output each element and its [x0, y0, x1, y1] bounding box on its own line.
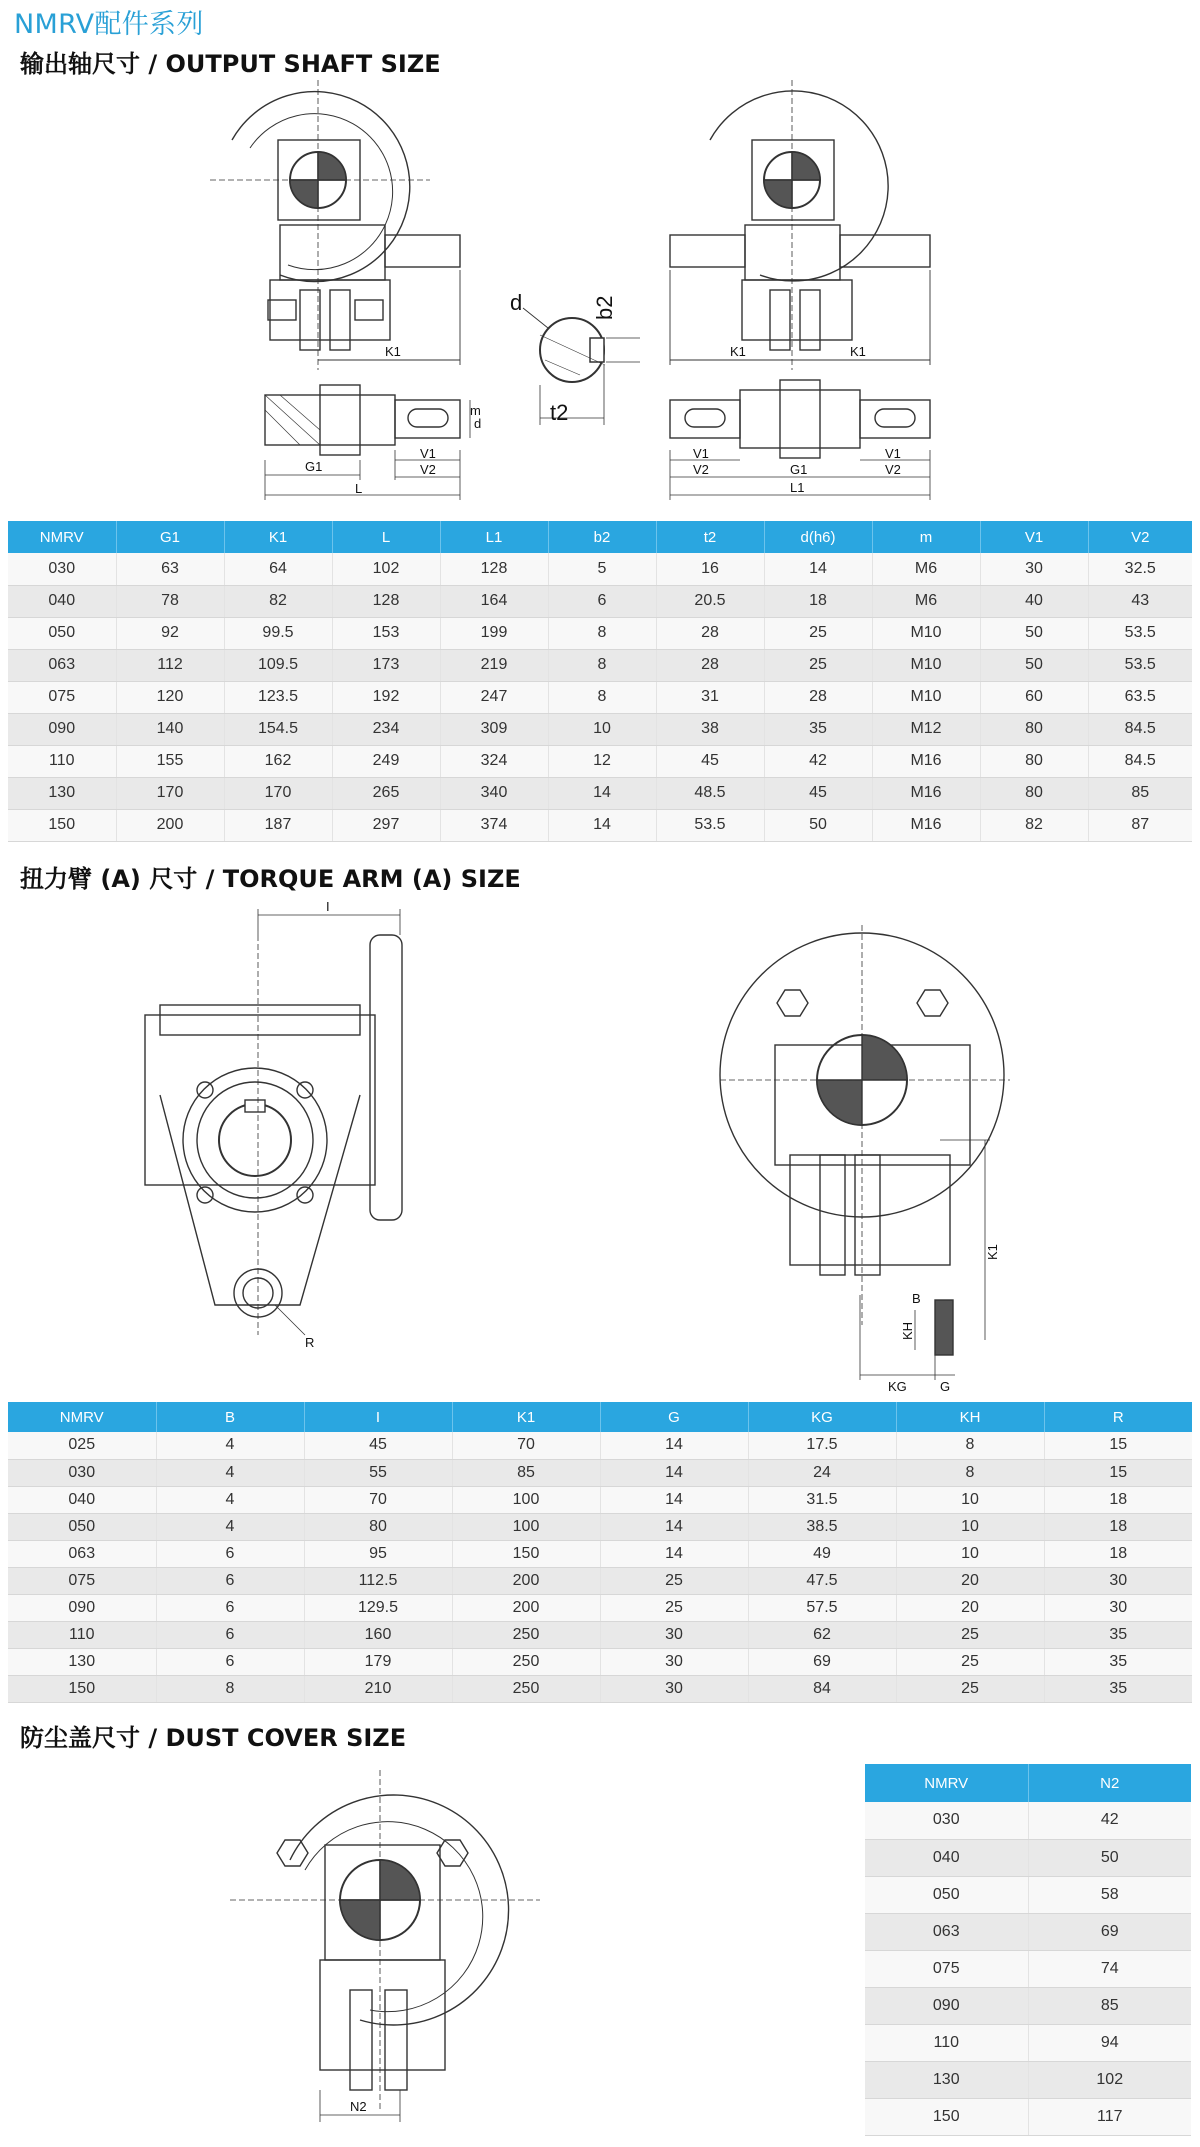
table-cell: 30: [600, 1648, 748, 1675]
table-cell: 153: [332, 617, 440, 649]
table-cell: 265: [332, 777, 440, 809]
table-cell: 8: [548, 681, 656, 713]
table-row: [8, 617, 1192, 649]
table-cell: 70: [304, 1486, 452, 1513]
table-cell: M6: [872, 585, 980, 617]
column-header: I: [304, 1402, 452, 1432]
table-cell: 28: [656, 649, 764, 681]
table-cell: 297: [332, 809, 440, 841]
label-l: L: [355, 481, 363, 496]
torque-arm-table: [8, 1402, 1192, 1703]
table-cell: 53.5: [656, 809, 764, 841]
table-cell: 31: [656, 681, 764, 713]
table-cell: 60: [980, 681, 1088, 713]
table-cell: 40: [980, 585, 1088, 617]
table-cell: 8: [156, 1675, 304, 1702]
table-cell: M16: [872, 745, 980, 777]
output-shaft-diagram: [0, 80, 1200, 500]
table-cell: 42: [1028, 1802, 1191, 1839]
table-cell: 170: [224, 777, 332, 809]
table-cell: 4: [156, 1432, 304, 1459]
table-cell: 200: [452, 1594, 600, 1621]
table-cell: 62: [748, 1621, 896, 1648]
table-cell: 25: [896, 1675, 1044, 1702]
label-g1: G1: [305, 459, 323, 474]
table-cell: 8: [896, 1459, 1044, 1486]
left-gearbox-drawing: [210, 80, 460, 370]
table-row: [865, 1950, 1191, 1987]
column-header: K1: [452, 1402, 600, 1432]
label-right-v2-a: V2: [693, 462, 709, 477]
table-cell: 6: [156, 1648, 304, 1675]
table-cell: 090: [865, 1987, 1028, 2024]
table-cell: 87: [1088, 809, 1192, 841]
table-cell: 58: [1028, 1876, 1191, 1913]
table-row: [865, 1876, 1191, 1913]
table-cell: 15: [1044, 1432, 1192, 1459]
column-header: B: [156, 1402, 304, 1432]
table-row: [8, 777, 1192, 809]
torque-arm-side-drawing: [720, 925, 1010, 1380]
table-cell: 18: [764, 585, 872, 617]
table-cell: 162: [224, 745, 332, 777]
table-cell: 160: [304, 1621, 452, 1648]
table-cell: 18: [1044, 1513, 1192, 1540]
table-cell: 12: [548, 745, 656, 777]
label-t2: t2: [550, 400, 569, 425]
column-header: t2: [656, 521, 764, 553]
table-cell: 154.5: [224, 713, 332, 745]
table-cell: 20: [896, 1594, 1044, 1621]
table-cell: 18: [1044, 1540, 1192, 1567]
table-cell: 35: [1044, 1648, 1192, 1675]
table-row: [8, 553, 1192, 585]
table-cell: 249: [332, 745, 440, 777]
table-cell: 20.5: [656, 585, 764, 617]
table-cell: 129.5: [304, 1594, 452, 1621]
table-row: [8, 1648, 1192, 1675]
column-header: L1: [440, 521, 548, 553]
table-cell: 10: [896, 1540, 1044, 1567]
column-header: G: [600, 1402, 748, 1432]
table-cell: M16: [872, 777, 980, 809]
column-header: V1: [980, 521, 1088, 553]
table-cell: 200: [116, 809, 224, 841]
table-cell: 112.5: [304, 1567, 452, 1594]
label-right-v1-b: V1: [885, 446, 901, 461]
table-cell: 8: [548, 617, 656, 649]
table-cell: 128: [440, 553, 548, 585]
table-cell: 063: [8, 649, 116, 681]
right-gearbox-drawing: [670, 80, 930, 370]
table-row: [8, 1459, 1192, 1486]
table-cell: 6: [156, 1567, 304, 1594]
label-g: G: [940, 1379, 951, 1394]
label-kh: KH: [900, 1321, 915, 1340]
table-cell: 31.5: [748, 1486, 896, 1513]
section-title-torque-arm: 扭力臂 (A) 尺寸 / TORQUE ARM (A) SIZE: [20, 865, 521, 893]
table-cell: 090: [8, 1594, 156, 1621]
table-cell: 179: [304, 1648, 452, 1675]
table-header-row: [8, 1402, 1192, 1432]
table-cell: 17.5: [748, 1432, 896, 1459]
table-cell: 150: [865, 2098, 1028, 2135]
table-cell: 45: [764, 777, 872, 809]
column-header: L: [332, 521, 440, 553]
table-row: [865, 1987, 1191, 2024]
column-header: NMRV: [8, 521, 116, 553]
table-cell: 14: [600, 1459, 748, 1486]
table-cell: 30: [1044, 1567, 1192, 1594]
table-cell: 14: [600, 1432, 748, 1459]
column-header: K1: [224, 521, 332, 553]
table-cell: 4: [156, 1486, 304, 1513]
left-shaft-drawing: [265, 385, 470, 500]
table-cell: 110: [865, 2024, 1028, 2061]
dust-cover-table: [865, 1764, 1191, 2136]
table-cell: 84.5: [1088, 713, 1192, 745]
table-cell: 123.5: [224, 681, 332, 713]
table-cell: 210: [304, 1675, 452, 1702]
label-k1: K1: [385, 344, 401, 359]
table-cell: 110: [8, 745, 116, 777]
table-row: [8, 1594, 1192, 1621]
dust-cover-diagram: [230, 1770, 560, 2140]
table-cell: M10: [872, 649, 980, 681]
column-header: NMRV: [865, 1764, 1028, 1802]
table-cell: M6: [872, 553, 980, 585]
page-title: NMRV配件系列: [14, 9, 204, 40]
table-cell: 85: [1088, 777, 1192, 809]
table-cell: 250: [452, 1648, 600, 1675]
table-cell: 130: [8, 777, 116, 809]
table-cell: 45: [304, 1432, 452, 1459]
label-kg: KG: [888, 1379, 907, 1394]
column-header: b2: [548, 521, 656, 553]
column-header: d(h6): [764, 521, 872, 553]
table-cell: 32.5: [1088, 553, 1192, 585]
label-b2: b2: [592, 295, 617, 320]
table-cell: 120: [116, 681, 224, 713]
table-cell: 075: [8, 1567, 156, 1594]
table-cell: 150: [8, 1675, 156, 1702]
table-row: [8, 713, 1192, 745]
table-row: [865, 2098, 1191, 2135]
label-right-v1-a: V1: [693, 446, 709, 461]
label-d: d: [474, 416, 482, 431]
label-right-l1: L1: [790, 480, 805, 495]
table-row: [8, 1486, 1192, 1513]
table-cell: 10: [896, 1486, 1044, 1513]
table-cell: 050: [8, 1513, 156, 1540]
column-header: R: [1044, 1402, 1192, 1432]
column-header: V2: [1088, 521, 1192, 553]
table-cell: 64: [224, 553, 332, 585]
table-cell: 10: [896, 1513, 1044, 1540]
table-cell: 10: [548, 713, 656, 745]
table-row: [8, 1675, 1192, 1702]
torque-arm-diagram: [0, 895, 1200, 1405]
table-cell: 040: [8, 1486, 156, 1513]
table-row: [8, 1621, 1192, 1648]
column-header: NMRV: [8, 1402, 156, 1432]
table-cell: 100: [452, 1486, 600, 1513]
key-section-drawing: [523, 308, 640, 425]
label-i: I: [326, 899, 330, 914]
label-right-k1-a: K1: [730, 344, 746, 359]
table-cell: 040: [865, 1839, 1028, 1876]
table-cell: 78: [116, 585, 224, 617]
table-cell: 28: [656, 617, 764, 649]
label-m: m: [470, 403, 481, 418]
table-cell: 374: [440, 809, 548, 841]
table-cell: 92: [116, 617, 224, 649]
table-cell: 63.5: [1088, 681, 1192, 713]
table-cell: M10: [872, 617, 980, 649]
table-cell: 35: [1044, 1621, 1192, 1648]
table-cell: 63: [116, 553, 224, 585]
table-cell: 30: [600, 1675, 748, 1702]
table-cell: 090: [8, 713, 116, 745]
table-cell: 18: [1044, 1486, 1192, 1513]
table-cell: 200: [452, 1567, 600, 1594]
table-cell: 14: [600, 1486, 748, 1513]
table-cell: 199: [440, 617, 548, 649]
table-cell: 15: [1044, 1459, 1192, 1486]
table-cell: 14: [600, 1540, 748, 1567]
table-cell: 82: [980, 809, 1088, 841]
table-cell: 80: [980, 777, 1088, 809]
table-cell: 69: [748, 1648, 896, 1675]
table-cell: 112: [116, 649, 224, 681]
table-cell: 30: [980, 553, 1088, 585]
table-cell: 5: [548, 553, 656, 585]
table-cell: 6: [156, 1540, 304, 1567]
table-cell: 6: [156, 1594, 304, 1621]
table-cell: 4: [156, 1513, 304, 1540]
table-cell: 025: [8, 1432, 156, 1459]
table-cell: 25: [896, 1621, 1044, 1648]
table-cell: 85: [452, 1459, 600, 1486]
table-cell: 219: [440, 649, 548, 681]
table-cell: 74: [1028, 1950, 1191, 1987]
label-v1: V1: [420, 446, 436, 461]
table-cell: 234: [332, 713, 440, 745]
table-cell: 050: [8, 617, 116, 649]
table-cell: 8: [548, 649, 656, 681]
table-cell: 48.5: [656, 777, 764, 809]
table-cell: 84: [748, 1675, 896, 1702]
table-cell: 53.5: [1088, 649, 1192, 681]
table-cell: 14: [764, 553, 872, 585]
table-cell: 340: [440, 777, 548, 809]
table-row: [865, 2024, 1191, 2061]
table-cell: 155: [116, 745, 224, 777]
table-cell: 030: [865, 1802, 1028, 1839]
table-cell: 075: [8, 681, 116, 713]
table-cell: 28: [764, 681, 872, 713]
table-cell: 50: [764, 809, 872, 841]
table-cell: M16: [872, 809, 980, 841]
table-cell: 69: [1028, 1913, 1191, 1950]
table-cell: 040: [8, 585, 116, 617]
table-cell: 324: [440, 745, 548, 777]
table-cell: 110: [8, 1621, 156, 1648]
table-cell: 50: [980, 649, 1088, 681]
table-cell: 075: [865, 1950, 1028, 1987]
table-cell: 192: [332, 681, 440, 713]
table-row: [865, 2061, 1191, 2098]
label-right-v2-b: V2: [885, 462, 901, 477]
label-b: B: [912, 1291, 921, 1306]
table-header-row: [865, 1764, 1191, 1802]
table-cell: 030: [8, 1459, 156, 1486]
table-cell: 063: [865, 1913, 1028, 1950]
table-cell: 35: [764, 713, 872, 745]
table-cell: 8: [896, 1432, 1044, 1459]
table-cell: 6: [548, 585, 656, 617]
table-cell: 150: [8, 809, 116, 841]
table-row: [8, 1540, 1192, 1567]
output-shaft-table: [8, 521, 1192, 842]
table-cell: 30: [1044, 1594, 1192, 1621]
table-cell: M12: [872, 713, 980, 745]
table-cell: 53.5: [1088, 617, 1192, 649]
table-cell: 80: [304, 1513, 452, 1540]
table-cell: 20: [896, 1567, 1044, 1594]
column-header: KH: [896, 1402, 1044, 1432]
table-row: [865, 1913, 1191, 1950]
table-cell: 42: [764, 745, 872, 777]
table-cell: 130: [865, 2061, 1028, 2098]
column-header: KG: [748, 1402, 896, 1432]
label-right-k1-b: K1: [850, 344, 866, 359]
table-cell: 100: [452, 1513, 600, 1540]
table-cell: 94: [1028, 2024, 1191, 2061]
table-cell: 16: [656, 553, 764, 585]
table-cell: 25: [764, 617, 872, 649]
table-row: [865, 1802, 1191, 1839]
table-cell: 25: [896, 1648, 1044, 1675]
table-row: [8, 585, 1192, 617]
torque-arm-front-drawing: [145, 909, 402, 1335]
table-cell: 030: [8, 553, 116, 585]
table-cell: 164: [440, 585, 548, 617]
section-title-output-shaft: 输出轴尺寸 / OUTPUT SHAFT SIZE: [20, 50, 441, 78]
table-cell: 25: [600, 1567, 748, 1594]
table-cell: 14: [548, 809, 656, 841]
table-cell: 128: [332, 585, 440, 617]
column-header: m: [872, 521, 980, 553]
label-r: R: [305, 1335, 315, 1350]
table-cell: 109.5: [224, 649, 332, 681]
table-row: [8, 1513, 1192, 1540]
table-cell: 70: [452, 1432, 600, 1459]
table-cell: 43: [1088, 585, 1192, 617]
table-cell: 50: [980, 617, 1088, 649]
table-cell: 250: [452, 1675, 600, 1702]
table-cell: 14: [600, 1513, 748, 1540]
table-cell: 4: [156, 1459, 304, 1486]
table-cell: 24: [748, 1459, 896, 1486]
table-cell: 80: [980, 745, 1088, 777]
table-cell: 49: [748, 1540, 896, 1567]
table-row: [8, 1567, 1192, 1594]
table-cell: 25: [600, 1594, 748, 1621]
table-cell: 173: [332, 649, 440, 681]
table-cell: 309: [440, 713, 548, 745]
table-cell: 150: [452, 1540, 600, 1567]
table-row: [8, 1432, 1192, 1459]
column-header: G1: [116, 521, 224, 553]
table-cell: 250: [452, 1621, 600, 1648]
column-header: N2: [1028, 1764, 1191, 1802]
section-title-dust-cover: 防尘盖尺寸 / DUST COVER SIZE: [20, 1724, 407, 1752]
table-cell: 102: [1028, 2061, 1191, 2098]
table-cell: 45: [656, 745, 764, 777]
table-cell: 14: [548, 777, 656, 809]
table-header-row: [8, 521, 1192, 553]
table-cell: 247: [440, 681, 548, 713]
table-cell: 130: [8, 1648, 156, 1675]
table-cell: 6: [156, 1621, 304, 1648]
table-cell: 38: [656, 713, 764, 745]
table-cell: 80: [980, 713, 1088, 745]
table-row: [8, 681, 1192, 713]
table-cell: 170: [116, 777, 224, 809]
table-cell: 99.5: [224, 617, 332, 649]
table-cell: 050: [865, 1876, 1028, 1913]
label-v2: V2: [420, 462, 436, 477]
table-cell: 30: [600, 1621, 748, 1648]
table-row: [865, 1839, 1191, 1876]
table-row: [8, 809, 1192, 841]
table-row: [8, 649, 1192, 681]
table-row: [8, 745, 1192, 777]
table-cell: 140: [116, 713, 224, 745]
table-cell: 84.5: [1088, 745, 1192, 777]
label-right-g1: G1: [790, 462, 808, 477]
table-cell: M10: [872, 681, 980, 713]
table-cell: 187: [224, 809, 332, 841]
table-cell: 063: [8, 1540, 156, 1567]
table-cell: 102: [332, 553, 440, 585]
label-key-d: d: [510, 290, 523, 315]
table-cell: 50: [1028, 1839, 1191, 1876]
table-cell: 117: [1028, 2098, 1191, 2135]
table-cell: 38.5: [748, 1513, 896, 1540]
table-cell: 57.5: [748, 1594, 896, 1621]
label-n2: N2: [350, 2099, 367, 2114]
table-cell: 47.5: [748, 1567, 896, 1594]
table-cell: 55: [304, 1459, 452, 1486]
table-cell: 35: [1044, 1675, 1192, 1702]
table-cell: 85: [1028, 1987, 1191, 2024]
table-cell: 82: [224, 585, 332, 617]
table-cell: 95: [304, 1540, 452, 1567]
label-k1: K1: [985, 1244, 1000, 1260]
table-cell: 25: [764, 649, 872, 681]
